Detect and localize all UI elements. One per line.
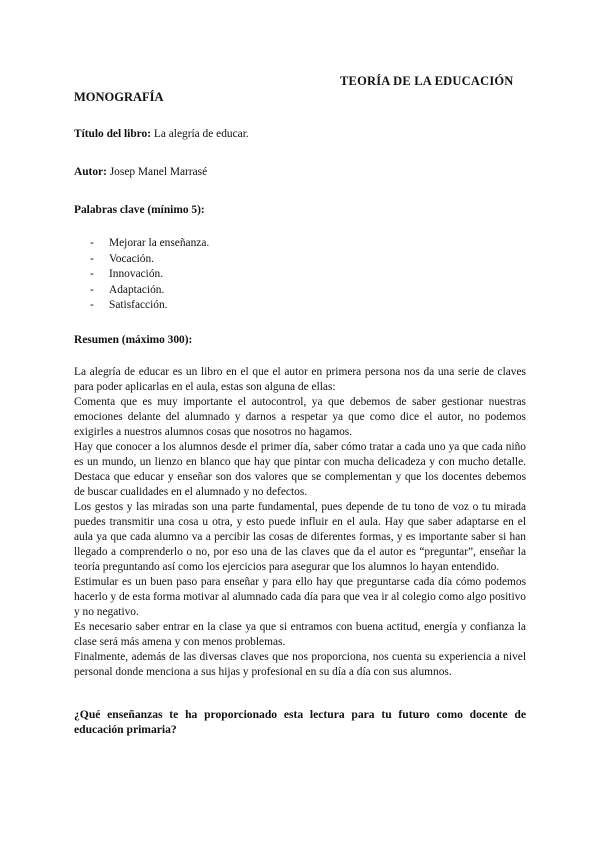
list-dash: -	[90, 268, 94, 280]
summary-heading: Resumen (máximo 300):	[74, 333, 193, 346]
summary-paragraph: Comenta que es muy importante el autocontrol, ya que debemos de saber gestionar nuestras emociones delante del alumnado y darnos a respetar ya que como dice el autor, no podemos exigirles a nuestros alumnos cosas que nosotros no hagamos.	[74, 395, 526, 438]
book-title-line	[74, 127, 526, 142]
keywords-list	[90, 236, 526, 314]
book-title-value: La alegría de educar.	[151, 128, 249, 140]
list-item	[90, 252, 526, 268]
summary-paragraph: La alegría de educar es un libro en el que el autor en primera persona nos da una serie de claves para poder aplicarlas en el aula, estas son alguna de ellas:	[74, 365, 526, 393]
document-body	[74, 90, 526, 738]
summary-paragraph: Hay que conocer a los alumnos desde el primer día, saber cómo tratar a cada uno ya que cada niño es un mundo, un lienzo en blanco que hay que pintar con mucha delicadeza y con mucho detalle. Destaca que educar y enseñar son dos valores que se complementan y que los docentes debemos de buscar cualidades en el alumnado y no defectos.	[74, 440, 526, 498]
keyword-text: Innovación.	[109, 268, 164, 280]
list-dash: -	[90, 299, 94, 311]
course-title: TEORÍA DE LA EDUCACIÓN	[340, 74, 514, 88]
summary-paragraph: Finalmente, además de las diversas claves que nos proporciona, nos cuenta su experiencia a nivel personal donde menciona a sus hijas y profesional en su día a día con sus alumnos.	[74, 650, 526, 678]
list-dash: -	[90, 237, 94, 249]
keyword-text: Vocación.	[109, 252, 155, 265]
keyword-text: Mejorar la enseñanza.	[109, 237, 210, 249]
doc-type-heading: MONOGRAFÍA	[74, 90, 164, 104]
keyword-text: Adaptación.	[109, 283, 165, 296]
author-value: Josep Manel Marrasé	[106, 166, 208, 178]
list-dash: -	[90, 252, 94, 265]
list-item	[90, 236, 526, 252]
summary-paragraph: Estimular es un buen paso para enseñar y para ello hay que preguntarse cada día cómo podemos hacerlo y de esta forma motivar al alumnado cada día para que vea ir al colegio como algo positivo y no negativo.	[74, 575, 526, 618]
author-label: Autor:	[74, 166, 107, 178]
author-line	[74, 165, 526, 180]
summary-body	[74, 365, 526, 680]
reflection-question: ¿Qué enseñanzas te ha proporcionado esta lectura para tu futuro como docente de educación primaria?	[74, 707, 526, 736]
list-dash: -	[90, 283, 94, 296]
summary-paragraph: Los gestos y las miradas son una parte fundamental, pues depende de tu tono de voz o tu mirada puedes transmitir una cosa u otra, y esto puede influir en el aula. Hay que saber adaptarse en el aula ya que cada alumno va a percibir las cosas de diferentes formas, y es importante saber si han llegado a comprenderlo o no, por eso una de las claves que da el autor es “preguntar”, enseñar la teoría preguntando así como los ejercicios para asegurar que los alumnos lo hayan entendido.	[74, 500, 526, 573]
keyword-text: Satisfacción.	[109, 299, 168, 311]
list-item	[90, 283, 526, 299]
summary-paragraph: Es necesario saber entrar en la clase ya que si entramos con buena actitud, energía y confianza la clase será más amena y con menos problemas.	[74, 620, 526, 648]
book-title-label: Título del libro:	[74, 128, 152, 140]
list-item	[90, 298, 526, 314]
keywords-heading: Palabras clave (mínimo 5):	[74, 204, 205, 216]
list-item	[90, 267, 526, 283]
